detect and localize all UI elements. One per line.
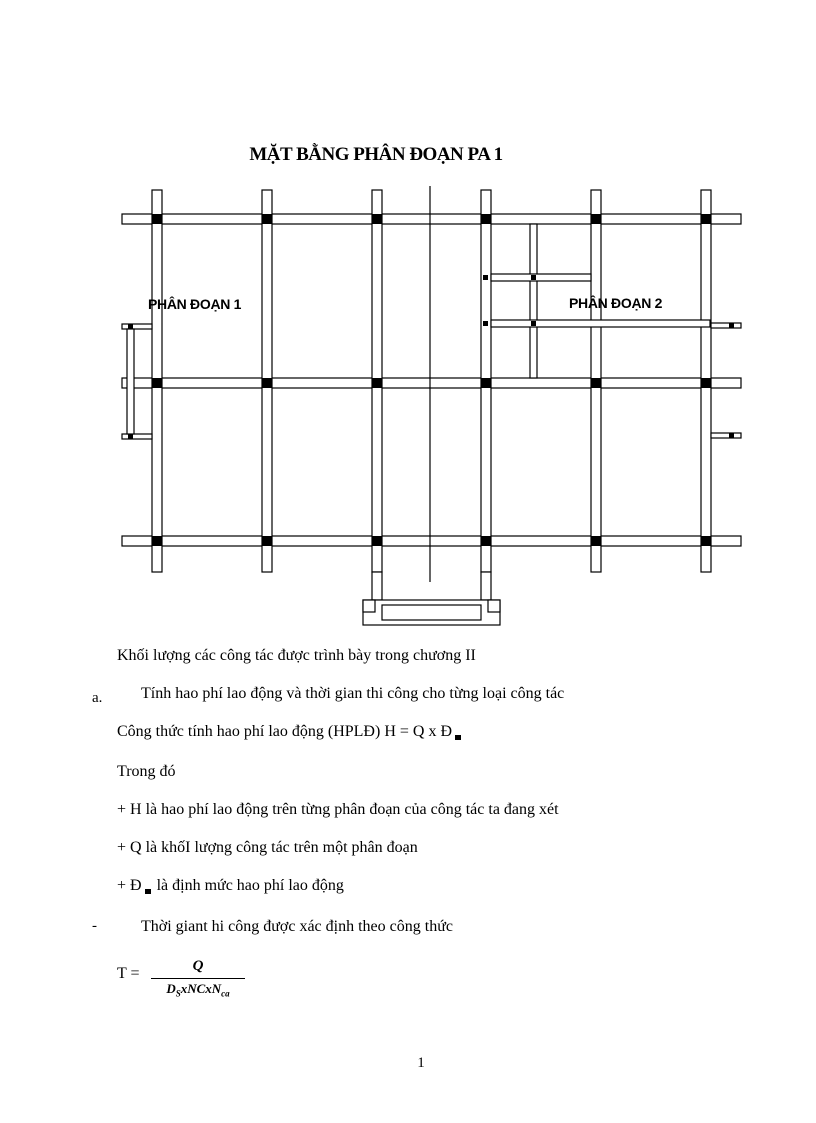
node: [262, 378, 272, 388]
node: [481, 536, 491, 546]
stair-landing-inner: [382, 605, 481, 620]
node-small: [729, 323, 734, 328]
subscript-mark: [455, 735, 461, 740]
secondary-beam-lower: [491, 320, 710, 327]
node: [701, 536, 711, 546]
node: [152, 214, 162, 224]
beam-h-bottom: [122, 536, 741, 546]
formula-numerator: Q: [192, 958, 204, 974]
node: [591, 536, 601, 546]
page-title: MẶT BẰNG PHÂN ĐOẠN PA 1: [249, 144, 503, 165]
formula-lhs: T =: [117, 965, 140, 982]
item-a-marker: a.: [92, 690, 103, 706]
dash-marker: -: [92, 918, 97, 934]
definition-h: + H là hao phí lao động trên từng phân đoạn của công tác ta đang xét: [117, 801, 559, 818]
stair-left-post: [372, 572, 382, 600]
formula-fraction: [151, 958, 245, 999]
node: [372, 214, 382, 224]
node-small: [729, 433, 734, 438]
node: [701, 214, 711, 224]
definition-q: + Q là khốI lượng công tác trên một phân đoạn: [117, 839, 418, 856]
definition-d-prefix: + Đ: [117, 877, 142, 894]
where-line: Trong đó: [117, 763, 176, 780]
left-stub-top: [122, 324, 152, 329]
segment-1-label: PHÂN ĐOẠN 1: [148, 296, 242, 312]
formula-line-text: Công thức tính hao phí lao động (HPLĐ) H = Q x Đ: [117, 723, 452, 740]
node: [591, 214, 601, 224]
node-small: [128, 434, 133, 439]
stair-right-post: [481, 572, 491, 600]
stair-box-left: [363, 600, 375, 612]
node-small: [483, 321, 488, 326]
denominator-s: S: [175, 988, 181, 999]
formula-denominator: [151, 979, 245, 999]
node: [152, 378, 162, 388]
denominator-d: D: [166, 981, 176, 996]
secondary-beam-vertical: [530, 224, 537, 378]
denominator-mid: xNCxN: [180, 981, 222, 996]
beam-h-top: [122, 214, 741, 224]
secondary-beam-upper: [491, 274, 591, 281]
node-small: [531, 321, 536, 326]
time-formula: [117, 958, 277, 1002]
node: [591, 378, 601, 388]
node: [262, 214, 272, 224]
node: [481, 378, 491, 388]
left-cantilever-post: [127, 329, 134, 434]
segment-2-label: PHÂN ĐOẠN 2: [569, 295, 663, 311]
time-formula-intro: Thời giant hi công được xác định theo công thức: [141, 918, 453, 935]
subscript-mark: [145, 889, 151, 894]
node-small: [483, 275, 488, 280]
left-stub-bottom: [122, 434, 152, 439]
node: [152, 536, 162, 546]
right-stub-bottom: [711, 433, 741, 438]
intro-paragraph: Khối lượng các công tác được trình bày trong chương II: [117, 647, 476, 664]
node: [372, 378, 382, 388]
page-number: 1: [417, 1055, 425, 1071]
denominator-sub: ca: [221, 988, 230, 999]
formula-line: [117, 723, 461, 741]
node-small: [128, 324, 133, 329]
node: [701, 378, 711, 388]
node: [481, 214, 491, 224]
node: [372, 536, 382, 546]
beam-h-middle: [122, 378, 741, 388]
definition-d-suffix: là định mức hao phí lao động: [156, 877, 344, 894]
definition-d: [117, 877, 344, 895]
node-small: [531, 275, 536, 280]
node: [262, 536, 272, 546]
right-stub-top: [711, 323, 741, 328]
item-a-heading: Tính hao phí lao động và thời gian thi công cho từng loại công tác: [141, 685, 565, 702]
stair-box-right: [488, 600, 500, 612]
